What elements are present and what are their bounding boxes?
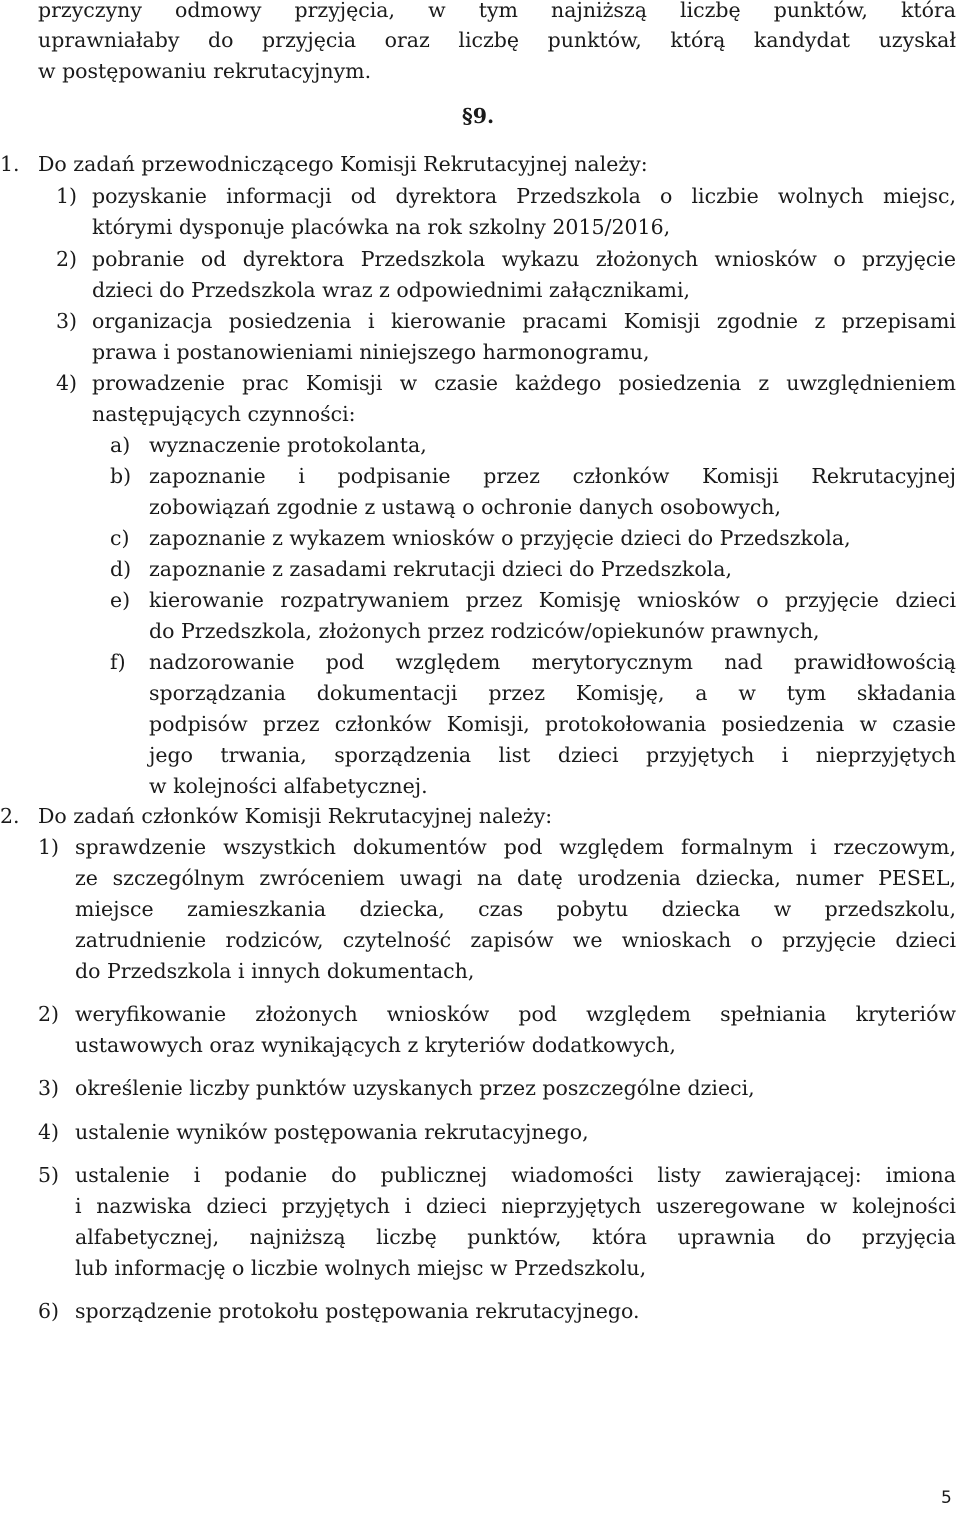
- item-line: alfabetycznej, najniższą liczbę punktów, która uprawnia do przyjęcia: [75, 1225, 956, 1249]
- page-number: 5: [941, 1488, 952, 1508]
- item-line: ustawowych oraz wynikających z kryteriów dodatkowych,: [75, 1033, 676, 1057]
- subitem-line: w kolejności alfabetycznej.: [149, 774, 428, 798]
- item-line: pozyskanie informacji od dyrektora Przedszkola o liczbie wolnych miejsc,: [92, 184, 956, 208]
- subitem-line: nadzorowanie pod względem merytorycznym nad prawidłowością: [149, 650, 956, 674]
- item-line: weryfikowanie złożonych wniosków pod względem spełniania kryteriów: [75, 1002, 956, 1026]
- item-number: 1): [56, 184, 78, 208]
- item-line: ustalenie i podanie do publicznej wiadomości listy zawierającej: imiona: [75, 1163, 956, 1187]
- intro-line: w postępowaniu rekrutacyjnym.: [38, 59, 372, 83]
- item-line: określenie liczby punktów uzyskanych przez poszczególne dzieci,: [75, 1076, 755, 1100]
- point-intro: Do zadań członków Komisji Rekrutacyjnej należy:: [38, 804, 553, 828]
- item-number: 4): [56, 371, 78, 395]
- subitem-line: zobowiązań zgodnie z ustawą o ochronie danych osobowych,: [149, 495, 782, 519]
- item-line: zatrudnienie rodziców, czytelność zapisów we wnioskach o przyjęcie dzieci: [75, 928, 956, 952]
- item-number: 3): [56, 309, 78, 333]
- item-line: pobranie od dyrektora Przedszkola wykazu złożonych wniosków o przyjęcie: [92, 247, 956, 271]
- item-line: do Przedszkola i innych dokumentach,: [75, 959, 475, 983]
- item-number: 2): [56, 247, 78, 271]
- subitem-line: podpisów przez członków Komisji, protokołowania posiedzenia w czasie: [149, 712, 956, 736]
- item-line: i nazwiska dzieci przyjętych i dzieci nieprzyjętych uszeregowane w kolejności: [75, 1194, 956, 1218]
- item-number: 6): [38, 1299, 60, 1323]
- subitem-line: zapoznanie i podpisanie przez członków Komisji Rekrutacyjnej: [149, 464, 956, 488]
- subitem-letter: f): [110, 650, 126, 674]
- subitem-line: jego trwania, sporządzenia list dzieci przyjętych i nieprzyjętych: [149, 743, 956, 767]
- item-line: prawa i postanowieniami niniejszego harmonogramu,: [92, 340, 650, 364]
- point-intro: Do zadań przewodniczącego Komisji Rekrutacyjnej należy:: [38, 152, 648, 176]
- subitem-line: wyznaczenie protokolanta,: [149, 433, 427, 457]
- item-number: 5): [38, 1163, 60, 1187]
- item-number: 3): [38, 1076, 60, 1100]
- subitem-line: zapoznanie z zasadami rekrutacji dzieci do Przedszkola,: [149, 557, 732, 581]
- intro-line: przyczyny odmowy przyjęcia, w tym najniższą liczbę punktów, która: [38, 0, 956, 22]
- subitem-letter: d): [110, 557, 132, 581]
- point-number: 2.: [0, 804, 20, 828]
- item-line: lub informację o liczbie wolnych miejsc w Przedszkolu,: [75, 1256, 647, 1280]
- subitem-line: do Przedszkola, złożonych przez rodziców/opiekunów prawnych,: [149, 619, 820, 643]
- item-number: 2): [38, 1002, 60, 1026]
- item-line: ustalenie wyników postępowania rekrutacyjnego,: [75, 1120, 589, 1144]
- point-number: 1.: [0, 152, 20, 176]
- item-line: którymi dysponuje placówka na rok szkolny 2015/2016,: [92, 215, 671, 239]
- subitem-letter: e): [110, 588, 131, 612]
- subitem-letter: c): [110, 526, 130, 550]
- subitem-line: kierowanie rozpatrywaniem przez Komisję wniosków o przyjęcie dzieci: [149, 588, 956, 612]
- item-line: miejsce zamieszkania dziecka, czas pobytu dziecka w przedszkolu,: [75, 897, 956, 921]
- subitem-line: sporządzania dokumentacji przez Komisję, a w tym składania: [149, 681, 956, 705]
- subitem-line: zapoznanie z wykazem wniosków o przyjęcie dzieci do Przedszkola,: [149, 526, 851, 550]
- item-line: sprawdzenie wszystkich dokumentów pod względem formalnym i rzeczowym,: [75, 835, 956, 859]
- item-line: ze szczególnym zwróceniem uwagi na datę urodzenia dziecka, numer PESEL,: [75, 866, 956, 890]
- subitem-letter: b): [110, 464, 132, 488]
- section-title: §9.: [462, 104, 495, 128]
- item-line: dzieci do Przedszkola wraz z odpowiednimi załącznikami,: [92, 278, 691, 302]
- item-number: 4): [38, 1120, 60, 1144]
- item-line: prowadzenie prac Komisji w czasie każdego posiedzenia z uwzględnieniem: [92, 371, 956, 395]
- item-line: organizacja posiedzenia i kierowanie pracami Komisji zgodnie z przepisami: [92, 309, 956, 333]
- intro-line: uprawniałaby do przyjęcia oraz liczbę punktów, którą kandydat uzyskał: [38, 28, 956, 52]
- item-line: sporządzenie protokołu postępowania rekrutacyjnego.: [75, 1299, 640, 1323]
- item-line: następujących czynności:: [92, 402, 356, 426]
- item-number: 1): [38, 835, 60, 859]
- subitem-letter: a): [110, 433, 131, 457]
